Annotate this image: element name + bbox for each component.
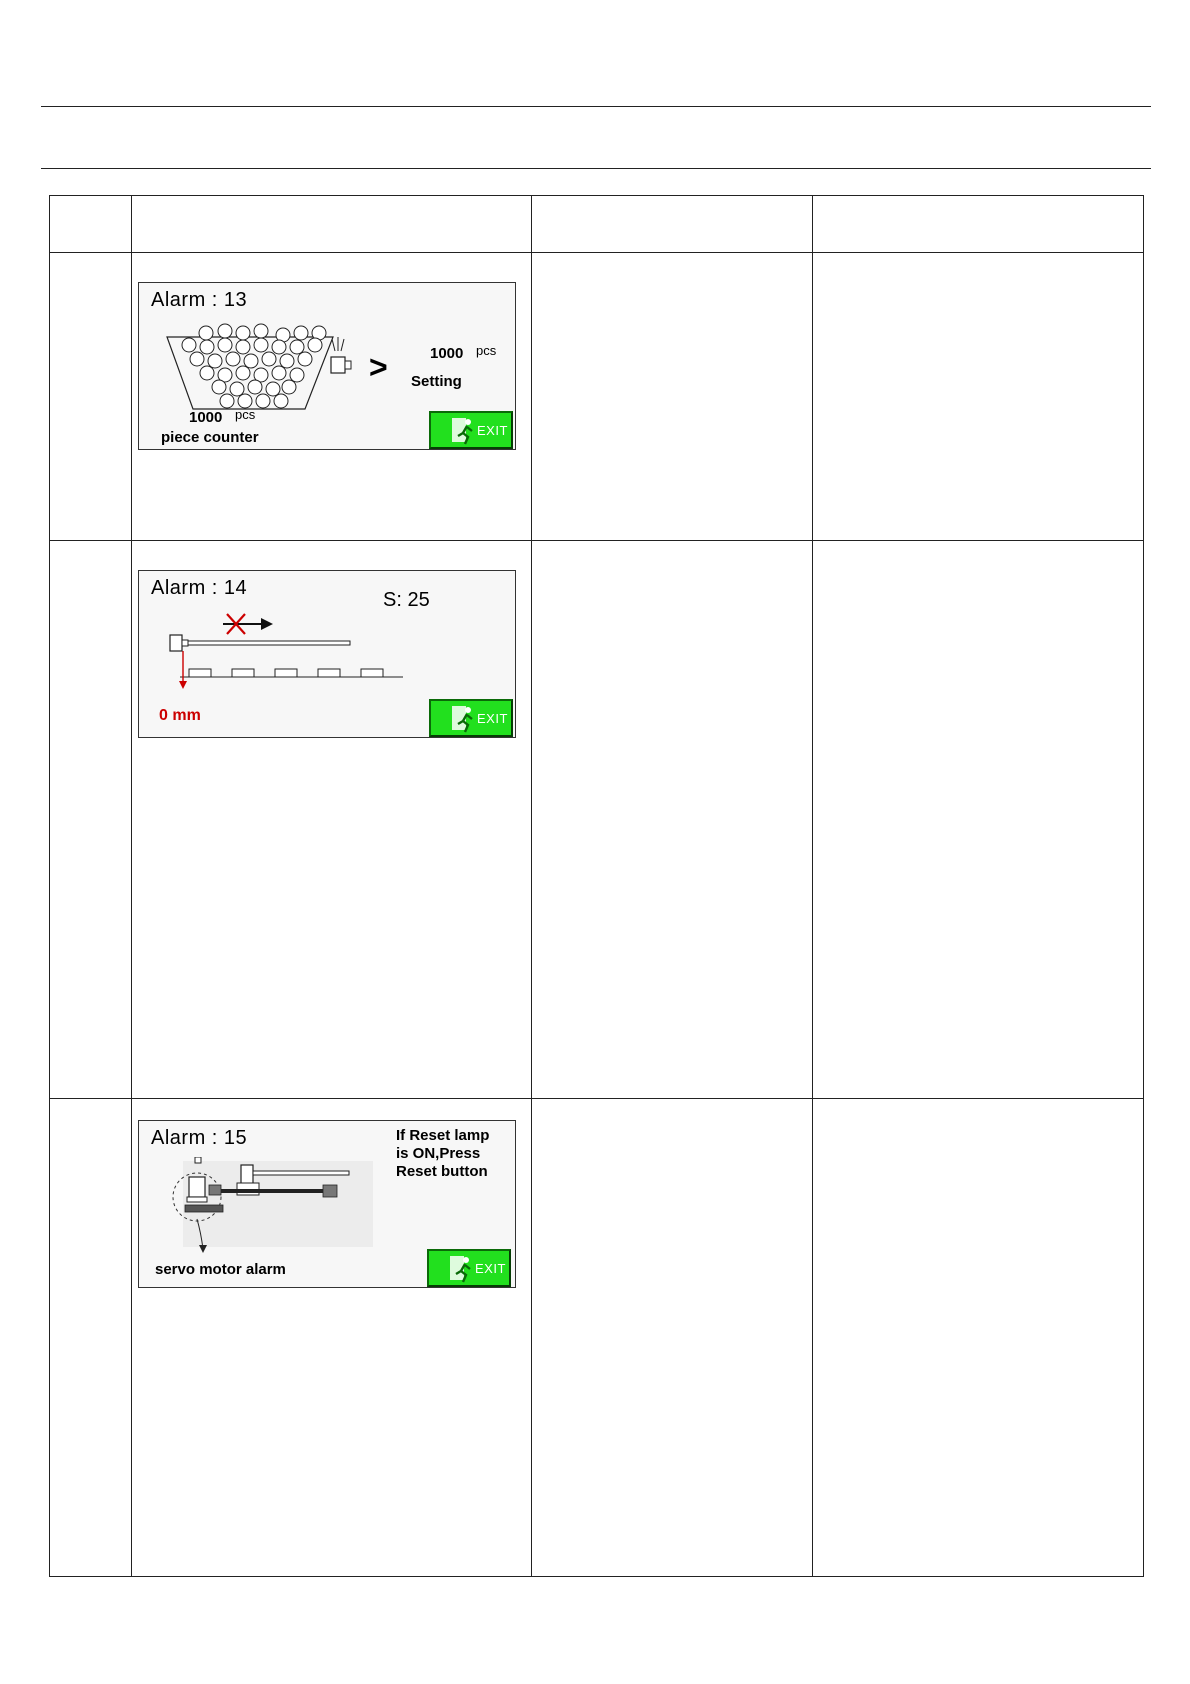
alarm-title: Alarm : 14 [151,577,248,599]
compare-symbol: > [369,349,388,385]
position-readout: 0 mm [159,707,201,724]
setting-value: 1000 [430,345,464,362]
hopper-icon [163,321,338,416]
exit-person-icon [451,705,475,733]
header-rule-bottom [41,168,1151,169]
count-value: 1000 [189,409,223,426]
header-rule-top [41,106,1151,107]
exit-button[interactable] [427,1249,511,1287]
alarm-title: Alarm : 15 [151,1127,248,1149]
servo-alarm-caption: servo motor alarm [155,1261,286,1278]
row-divider [50,540,1143,541]
exit-label: EXIT [475,1261,506,1276]
exit-person-icon [449,1255,473,1283]
servo-motor-diagram [163,1157,373,1257]
reset-instruction-line3: Reset button [396,1163,488,1180]
count-label: piece counter [161,429,259,446]
count-unit: pcs [235,407,256,422]
exit-label: EXIT [477,711,508,726]
row-divider [50,1098,1143,1099]
column-divider [531,196,532,1576]
exit-label: EXIT [477,423,508,438]
alarm-15-panel [138,1120,516,1288]
reset-instruction-line1: If Reset lamp [396,1127,490,1144]
exit-button[interactable] [429,411,513,449]
setting-label: Setting [411,373,462,390]
sensor-icon [326,337,356,385]
reset-instruction-line2: is ON,Press [396,1145,481,1162]
alarm-title: Alarm : 13 [151,289,248,311]
row-divider [50,252,1143,253]
column-divider [131,196,132,1576]
column-divider [812,196,813,1576]
alarm-13-panel [138,282,516,450]
setting-unit: pcs [476,343,497,358]
alarm-14-panel [138,570,516,738]
zero-position-arrow-icon [177,651,191,691]
status-readout: S: 25 [383,589,430,611]
pusher-rail-diagram [167,633,407,693]
exit-person-icon [451,417,475,445]
exit-button[interactable] [429,699,513,737]
